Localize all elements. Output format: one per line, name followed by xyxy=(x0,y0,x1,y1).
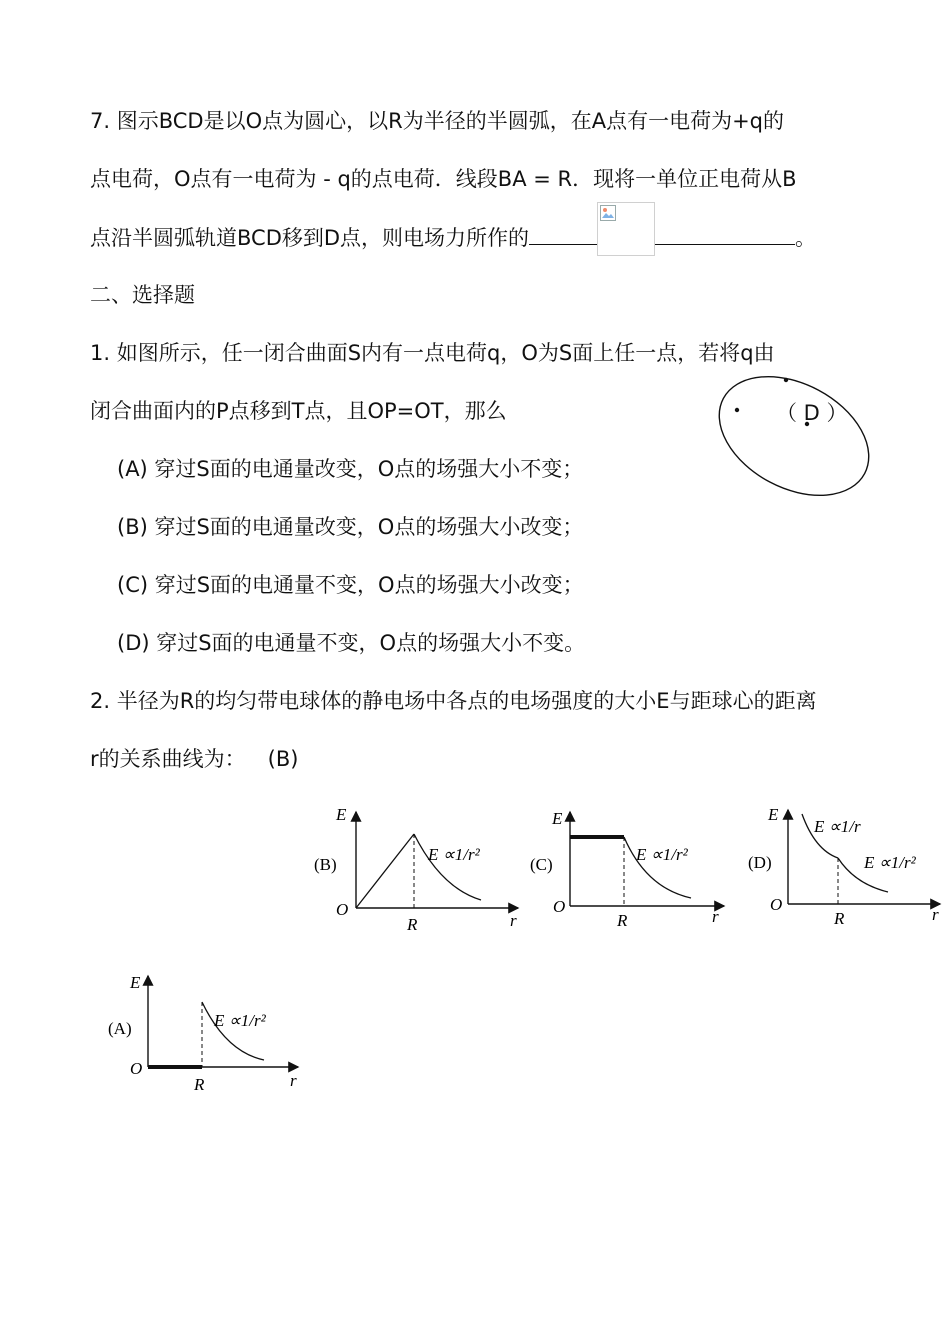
graph-a xyxy=(88,964,306,1096)
section-title: 二、选择题 xyxy=(90,283,195,307)
e-axis-label: E xyxy=(336,805,347,824)
r-axis-label: r xyxy=(290,1071,297,1090)
r-tick-label: R xyxy=(834,909,845,928)
q1-line-1: 1. 如图所示，任一闭合曲面S内有一点电荷q，O为S面上任一点，若将q由 xyxy=(90,341,775,365)
q1-option-d: (D) 穿过S面的电通量不变，O点的场强大小不变。 xyxy=(117,631,586,655)
e-axis-label: E xyxy=(130,973,141,992)
point-p xyxy=(735,408,739,412)
origin-label: O xyxy=(770,895,783,914)
answer-blank-left[interactable] xyxy=(529,222,597,245)
r-tick-label: R xyxy=(407,915,418,934)
q2-line-2: r的关系曲线为： (B) xyxy=(90,747,299,771)
formula-label: E ∝1/r² xyxy=(428,845,480,864)
graph-c xyxy=(526,802,731,932)
formula-label: E ∝1/r² xyxy=(636,845,688,864)
inverse-formula-label: E ∝1/r xyxy=(814,817,861,836)
r-axis-label: r xyxy=(932,905,939,924)
q7-line-3: 点沿半圆弧轨道BCD移到D点，则电场力所作的 。 xyxy=(90,222,816,256)
closed-surface-figure xyxy=(712,372,877,504)
graph-d-label: (D) xyxy=(748,853,772,872)
r-axis-label: r xyxy=(712,907,719,926)
q1-answer: （ D ） xyxy=(776,401,848,425)
formula-label: E ∝1/r² xyxy=(864,853,916,872)
graph-c-label: (C) xyxy=(530,855,553,874)
q7-line-2: 点电荷，O点有一电荷为 - q的点电荷．线段BA = R．现将一单位正电荷从B xyxy=(90,167,797,191)
q1-line-2: 闭合曲面内的P点移到T点，且OP=OT，那么 xyxy=(90,399,507,423)
q1-option-c: (C) 穿过S面的电通量不变，O点的场强大小改变； xyxy=(117,573,584,597)
linear-curve xyxy=(356,834,414,908)
origin-label: O xyxy=(336,900,349,919)
broken-image-icon xyxy=(597,202,655,256)
graph-d xyxy=(740,800,946,932)
graph-b-label: (B) xyxy=(314,855,337,874)
origin-label: O xyxy=(553,897,566,916)
point-o xyxy=(784,378,788,382)
origin-label: O xyxy=(130,1059,143,1078)
q1-option-b: (B) 穿过S面的电通量改变，O点的场强大小改变； xyxy=(117,515,584,539)
e-axis-label: E xyxy=(768,805,779,824)
graph-a-label: (A) xyxy=(108,1019,132,1038)
inverse-square-curve xyxy=(414,834,481,900)
e-axis-label: E xyxy=(552,809,563,828)
r-tick-label: R xyxy=(194,1075,205,1094)
closed-surface-s xyxy=(712,372,877,504)
r-tick-label: R xyxy=(617,911,628,930)
q2-answer: (B) xyxy=(267,747,299,771)
r-axis-label: r xyxy=(510,911,517,930)
answer-blank-right[interactable] xyxy=(655,222,795,245)
formula-label: E ∝1/r² xyxy=(214,1011,266,1030)
q2-line-1: 2. 半径为R的均匀带电球体的静电场中各点的电场强度的大小E与距球心的距离 xyxy=(90,689,817,713)
q7-line-1: 7. 图示BCD是以O点为圆心，以R为半径的半圆弧，在A点有一电荷为+q的 xyxy=(90,109,784,133)
graph-b xyxy=(306,798,526,936)
q1-option-a: (A) 穿过S面的电通量改变，O点的场强大小不变； xyxy=(117,457,584,481)
